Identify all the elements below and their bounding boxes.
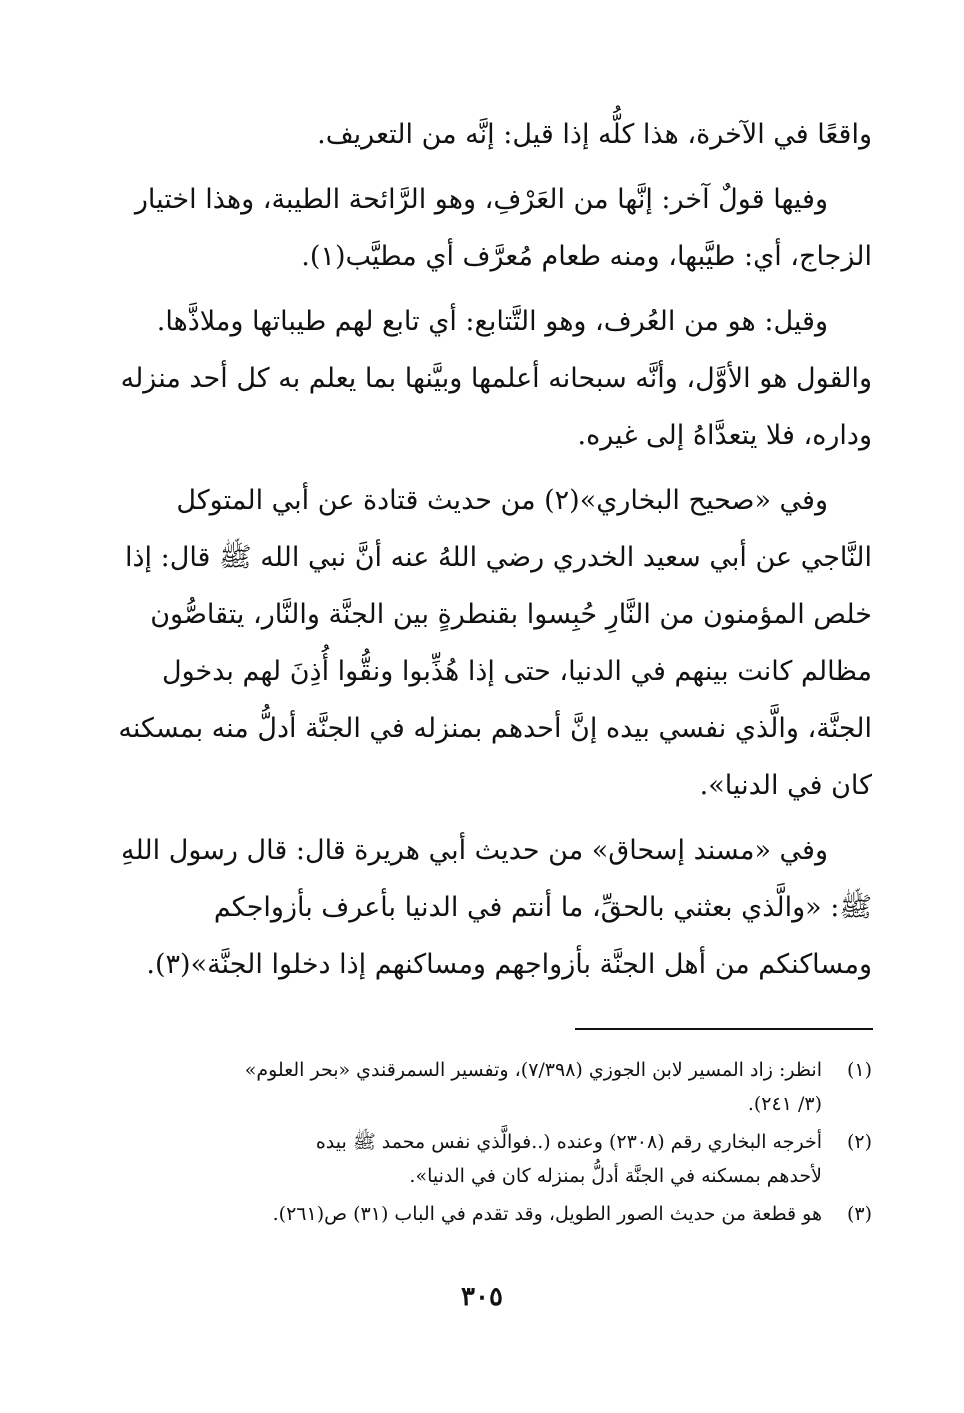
footnote-1 <box>90 1053 872 1121</box>
text-line: الزجاج، أي: طيَّبها، ومنه طعام مُعرَّف أي مطيَّب(١). <box>301 241 872 272</box>
text-line: واقعًا في الآخرة، هذا كلُّه إذا قيل: إنَّه من التعريف. <box>317 119 872 150</box>
text-line: خلص المؤمنون من النَّارِ حُبِسوا بقنطرةٍ بين الجنَّة والنَّار، يتقاصُّون <box>150 599 872 630</box>
footnote-line: (٣/ ٢٤١). <box>747 1093 822 1115</box>
text-line: الجنَّة، والَّذي نفسي بيده إنَّ أحدهم بمنزله في الجنَّة أدلُّ منه بمسكنه <box>118 713 872 744</box>
text-line: مظالم كانت بينهم في الدنيا، حتى إذا هُذِّبوا ونقُّوا أُذِنَ لهم بدخول <box>161 656 872 687</box>
footnote-line: هو قطعة من حديث الصور الطويل، وقد تقدم في الباب (٣١) ص(٢٦١). <box>272 1203 822 1225</box>
text-line: النَّاجي عن أبي سعيد الخدري رضي اللهُ عنه أنَّ نبي الله ﷺ قال: إذا <box>125 542 872 573</box>
text-line: وداره، فلا يتعدَّاهُ إلى غيره. <box>577 420 872 451</box>
text-line: وقيل: هو من العُرف، وهو التَّتابع: أي تابع لهم طيباتها وملاذَّها. <box>156 306 828 337</box>
footnotes <box>90 1053 872 1235</box>
footnote-number: (١) <box>846 1059 872 1081</box>
footnote-line: أخرجه البخاري رقم (٢٣٠٨) وعنده (..فوالَّذي نفس محمد ﷺ بيده <box>315 1131 822 1153</box>
text-line: ﷺ: «والَّذي بعثني بالحقِّ، ما أنتم في الدنيا بأعرف بأزواجكم <box>213 892 872 923</box>
paragraph-1 <box>90 106 872 163</box>
paragraph-5 <box>90 822 872 993</box>
main-text <box>90 106 872 1001</box>
paragraph-4 <box>90 472 872 814</box>
text-line: ومساكنكم من أهل الجنَّة بأزواجهم ومساكنهم إذا دخلوا الجنَّة»(٣). <box>146 949 872 980</box>
text-line: وفيها قولٌ آخر: إنَّها من العَرْفِ، وهو الرَّائحة الطيبة، وهذا اختيار <box>134 184 828 215</box>
footnote-separator <box>575 1028 873 1030</box>
footnote-number: (٢) <box>846 1131 872 1153</box>
paragraph-3 <box>90 293 872 464</box>
text-line: والقول هو الأوَّل، وأنَّه سبحانه أعلمها وبيَّنها بما يعلم به كل أحد منزله <box>120 363 872 394</box>
text-line: وفي «مسند إسحاق» من حديث أبي هريرة قال: قال رسول اللهِ <box>121 835 828 866</box>
footnote-line: انظر: زاد المسير لابن الجوزي (٧/٣٩٨)، وتفسير السمرقندي «بحر العلوم» <box>244 1059 822 1081</box>
text-line: وفي «صحيح البخاري»(٢) من حديث قتادة عن أبي المتوكل <box>176 485 828 516</box>
paragraph-2 <box>90 171 872 285</box>
footnote-2 <box>90 1125 872 1193</box>
footnote-3 <box>90 1197 872 1231</box>
footnote-number: (٣) <box>846 1203 872 1225</box>
footnote-line: لأحدهم بمسكنه في الجنَّة أدلُّ بمنزله كان في الدنيا». <box>409 1165 822 1187</box>
text-line: كان في الدنيا». <box>699 770 872 801</box>
page-number: ٣٠٥ <box>461 1282 503 1312</box>
